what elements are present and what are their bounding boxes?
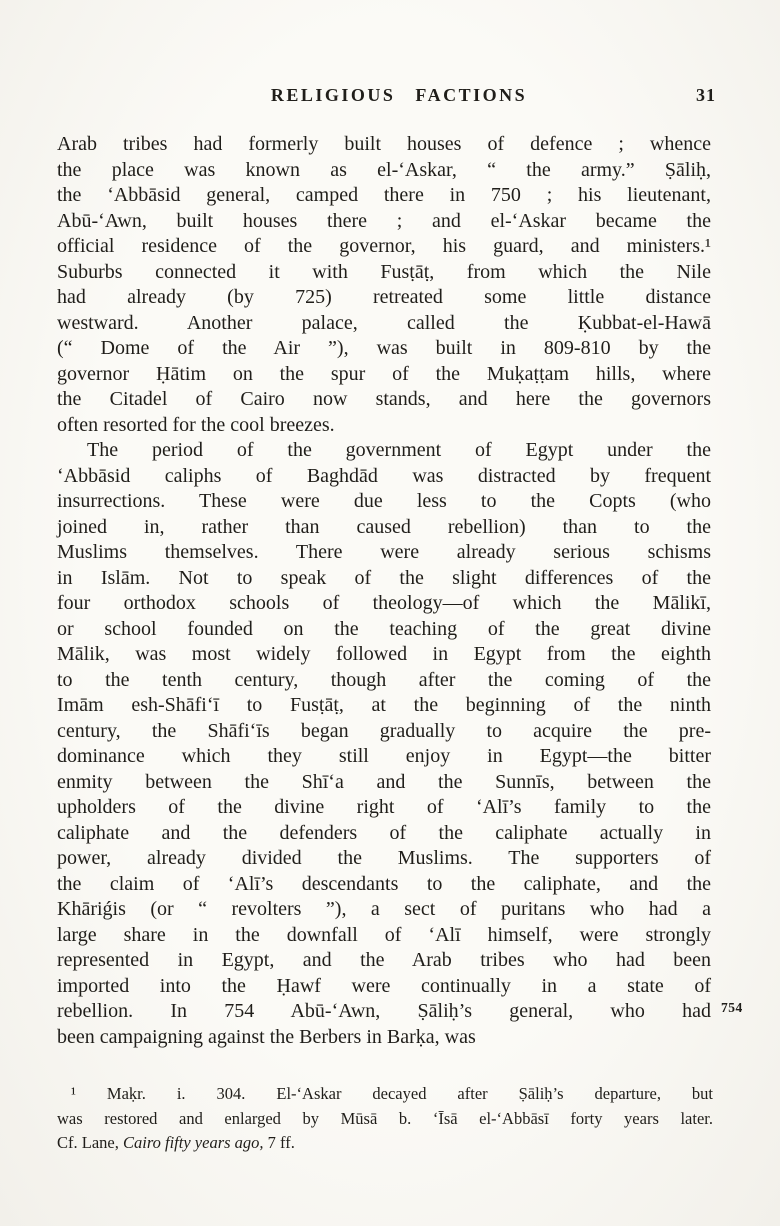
text-line: the Citadel of Cairo now stands, and here the governors (57, 388, 711, 410)
running-head-title: RELIGIOUS FACTIONS (270, 85, 528, 105)
text-line: four orthodox schools of theology—of which the Mālikī, (57, 592, 711, 614)
text-line: been campaigning against the Berbers in Barḳa, was (57, 1025, 476, 1048)
footnote-line (57, 1131, 713, 1156)
text-line: power, already divided the Muslims. The supporters of (57, 847, 711, 869)
text-line: imported into the Ḥawf were continually in a state of (57, 974, 711, 997)
text-line: Abū-‘Awn, built houses there ; and el-‘Askar became the (57, 209, 711, 232)
text-line: Arab tribes had formerly built houses of defence ; whence (57, 133, 711, 155)
text-line: to the tenth century, though after the coming of the (57, 668, 711, 691)
text-line: enmity between the Shī‘a and the Sunnīs, between the (57, 770, 711, 793)
text-line: westward. Another palace, called the Ḳubbat-el-Hawā (57, 311, 711, 334)
text-line: Muslims themselves. There were already serious schisms (57, 541, 711, 563)
text-line: (“ Dome of the Air ”), was built in 809-810 by the (57, 337, 711, 359)
text-line: ‘Abbāsid caliphs of Baghdād was distracted by frequent (57, 464, 711, 487)
footnote-line: ¹ Maḳr. i. 304. El-‘Askar decayed after Ṣāliḥ’s departure, but (71, 1084, 713, 1103)
margin-note-year: 754 (721, 1000, 743, 1015)
text-line: Mālik, was most widely followed in Egypt from the eighth (57, 643, 711, 665)
text-line: the ‘Abbāsid general, camped there in 750 ; his lieutenant, (57, 184, 711, 206)
text-line: official residence of the governor, his guard, and ministers.¹ (57, 235, 711, 257)
footnote-citation-suffix: 7 ff. (263, 1133, 295, 1152)
page-number: 31 (696, 85, 716, 105)
footnote-work-title: Cairo fifty years ago, (122, 1133, 264, 1152)
text-line: the claim of ‘Alī’s descendants to the caliphate, and the (57, 872, 711, 895)
text-line: insurrections. These were due less to the Copts (who (57, 490, 711, 512)
text-line: caliphate and the defenders of the caliphate actually in (57, 821, 711, 844)
text-line: had already (by 725) retreated some little distance (57, 286, 711, 308)
text-line: dominance which they still enjoy in Egypt—the bitter (57, 745, 711, 767)
text-line: or school founded on the teaching of the great divine (57, 617, 711, 640)
text-line: joined in, rather than caused rebellion) than to the (57, 515, 711, 538)
text-line: The period of the government of Egypt under the (87, 439, 711, 461)
text-line: Suburbs connected it with Fusṭāṭ, from which the Nile (57, 260, 711, 283)
footnote (57, 1082, 713, 1156)
footnote-citation-prefix: Cf. Lane, (57, 1133, 123, 1152)
text-line: in Islām. Not to speak of the slight differences of the (57, 566, 711, 589)
text-line: governor Ḥātim on the spur of the Muḳaṭṭam hills, where (57, 362, 711, 385)
text-line: century, the Shāfi‘īs began gradually to acquire the pre- (57, 719, 711, 742)
text-line: upholders of the divine right of ‘Alī’s family to the (57, 796, 711, 818)
text-line: rebellion. In 754 Abū-‘Awn, Ṣāliḥ’s general, who had (57, 1000, 711, 1022)
paragraph (57, 438, 711, 1050)
footnote-line: was restored and enlarged by Mūsā b. ‘Īsā el-‘Abbāsī forty years later. (57, 1108, 713, 1128)
body-text (57, 132, 711, 1050)
text-line: often resorted for the cool breezes. (57, 413, 335, 436)
text-line: Khāriǵis (or “ revolters ”), a sect of puritans who had a (57, 898, 711, 920)
text-line: large share in the downfall of ‘Alī himself, were strongly (57, 923, 711, 946)
text-line: Imām esh-Shāfi‘ī to Fusṭāṭ, at the beginning of the ninth (57, 694, 711, 716)
text-line: the place was known as el-‘Askar, “ the army.” Ṣāliḥ, (57, 158, 711, 181)
paragraph (57, 132, 711, 438)
text-line: represented in Egypt, and the Arab tribes who had been (57, 949, 711, 971)
